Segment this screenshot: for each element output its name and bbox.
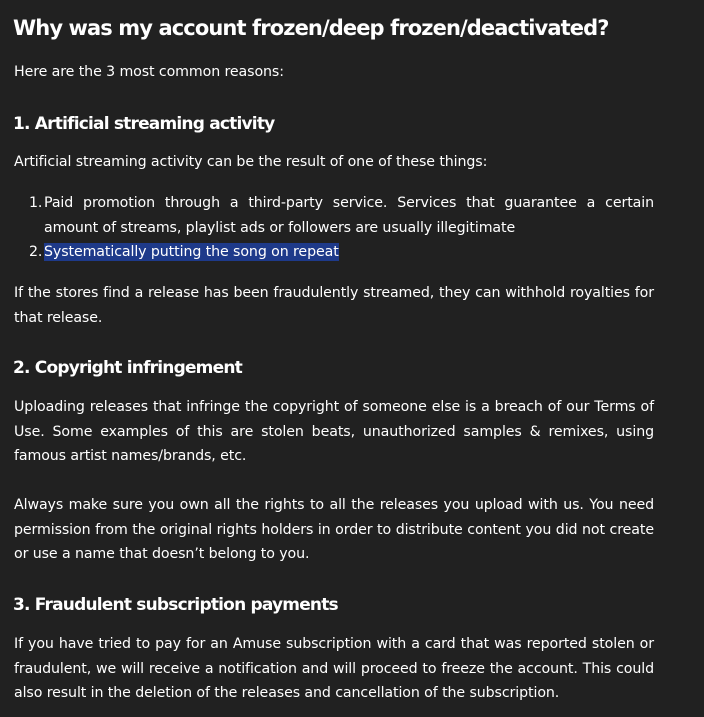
section-3-para-1[interactable]: If you have tried to pay for an Amuse subscription with a card that was reported stolen or fraudulent, we will receive a notification and will proceed to freeze the account. This could also result in the deletion of the releases and cancellation of the subscription. [14, 636, 654, 701]
section-1-after[interactable]: If the stores find a release has been fraudulently streamed, they can withhold royalties for that release. [14, 285, 654, 326]
list-number: 1. [29, 195, 43, 211]
section-1-lead[interactable]: Artificial streaming activity can be the result of one of these things: [14, 154, 488, 170]
reasons-list [14, 191, 654, 265]
page-title: Why was my account frozen/deep frozen/deactivated? [13, 16, 609, 40]
section-3-heading: 3. Fraudulent subscription payments [13, 595, 338, 615]
section-1-heading: 1. Artificial streaming activity [13, 114, 275, 134]
list-item[interactable] [14, 191, 654, 240]
section-2-heading: 2. Copyright infringement [13, 358, 242, 378]
section-2-para-2[interactable]: Always make sure you own all the rights to all the releases you upload with us. You need permission from the original rights holders in order to distribute content you did not create or use a name that doesn’t belong to you. [14, 497, 654, 562]
intro-text[interactable]: Here are the 3 most common reasons: [14, 64, 284, 80]
section-2-para-1[interactable]: Uploading releases that infringe the copyright of someone else is a breach of our Terms of Use. Some examples of this are stolen beats, unauthorized samples & remixes, using famous artist names/brands, etc. [14, 399, 654, 464]
selected-text[interactable]: Systematically putting the song on repeat [44, 244, 339, 260]
list-item-text: Paid promotion through a third-party service. Services that guarantee a certain amount of streams, playlist ads or followers are usually illegitimate [44, 195, 654, 236]
list-item[interactable] [14, 240, 654, 265]
list-number: 2. [29, 244, 43, 260]
